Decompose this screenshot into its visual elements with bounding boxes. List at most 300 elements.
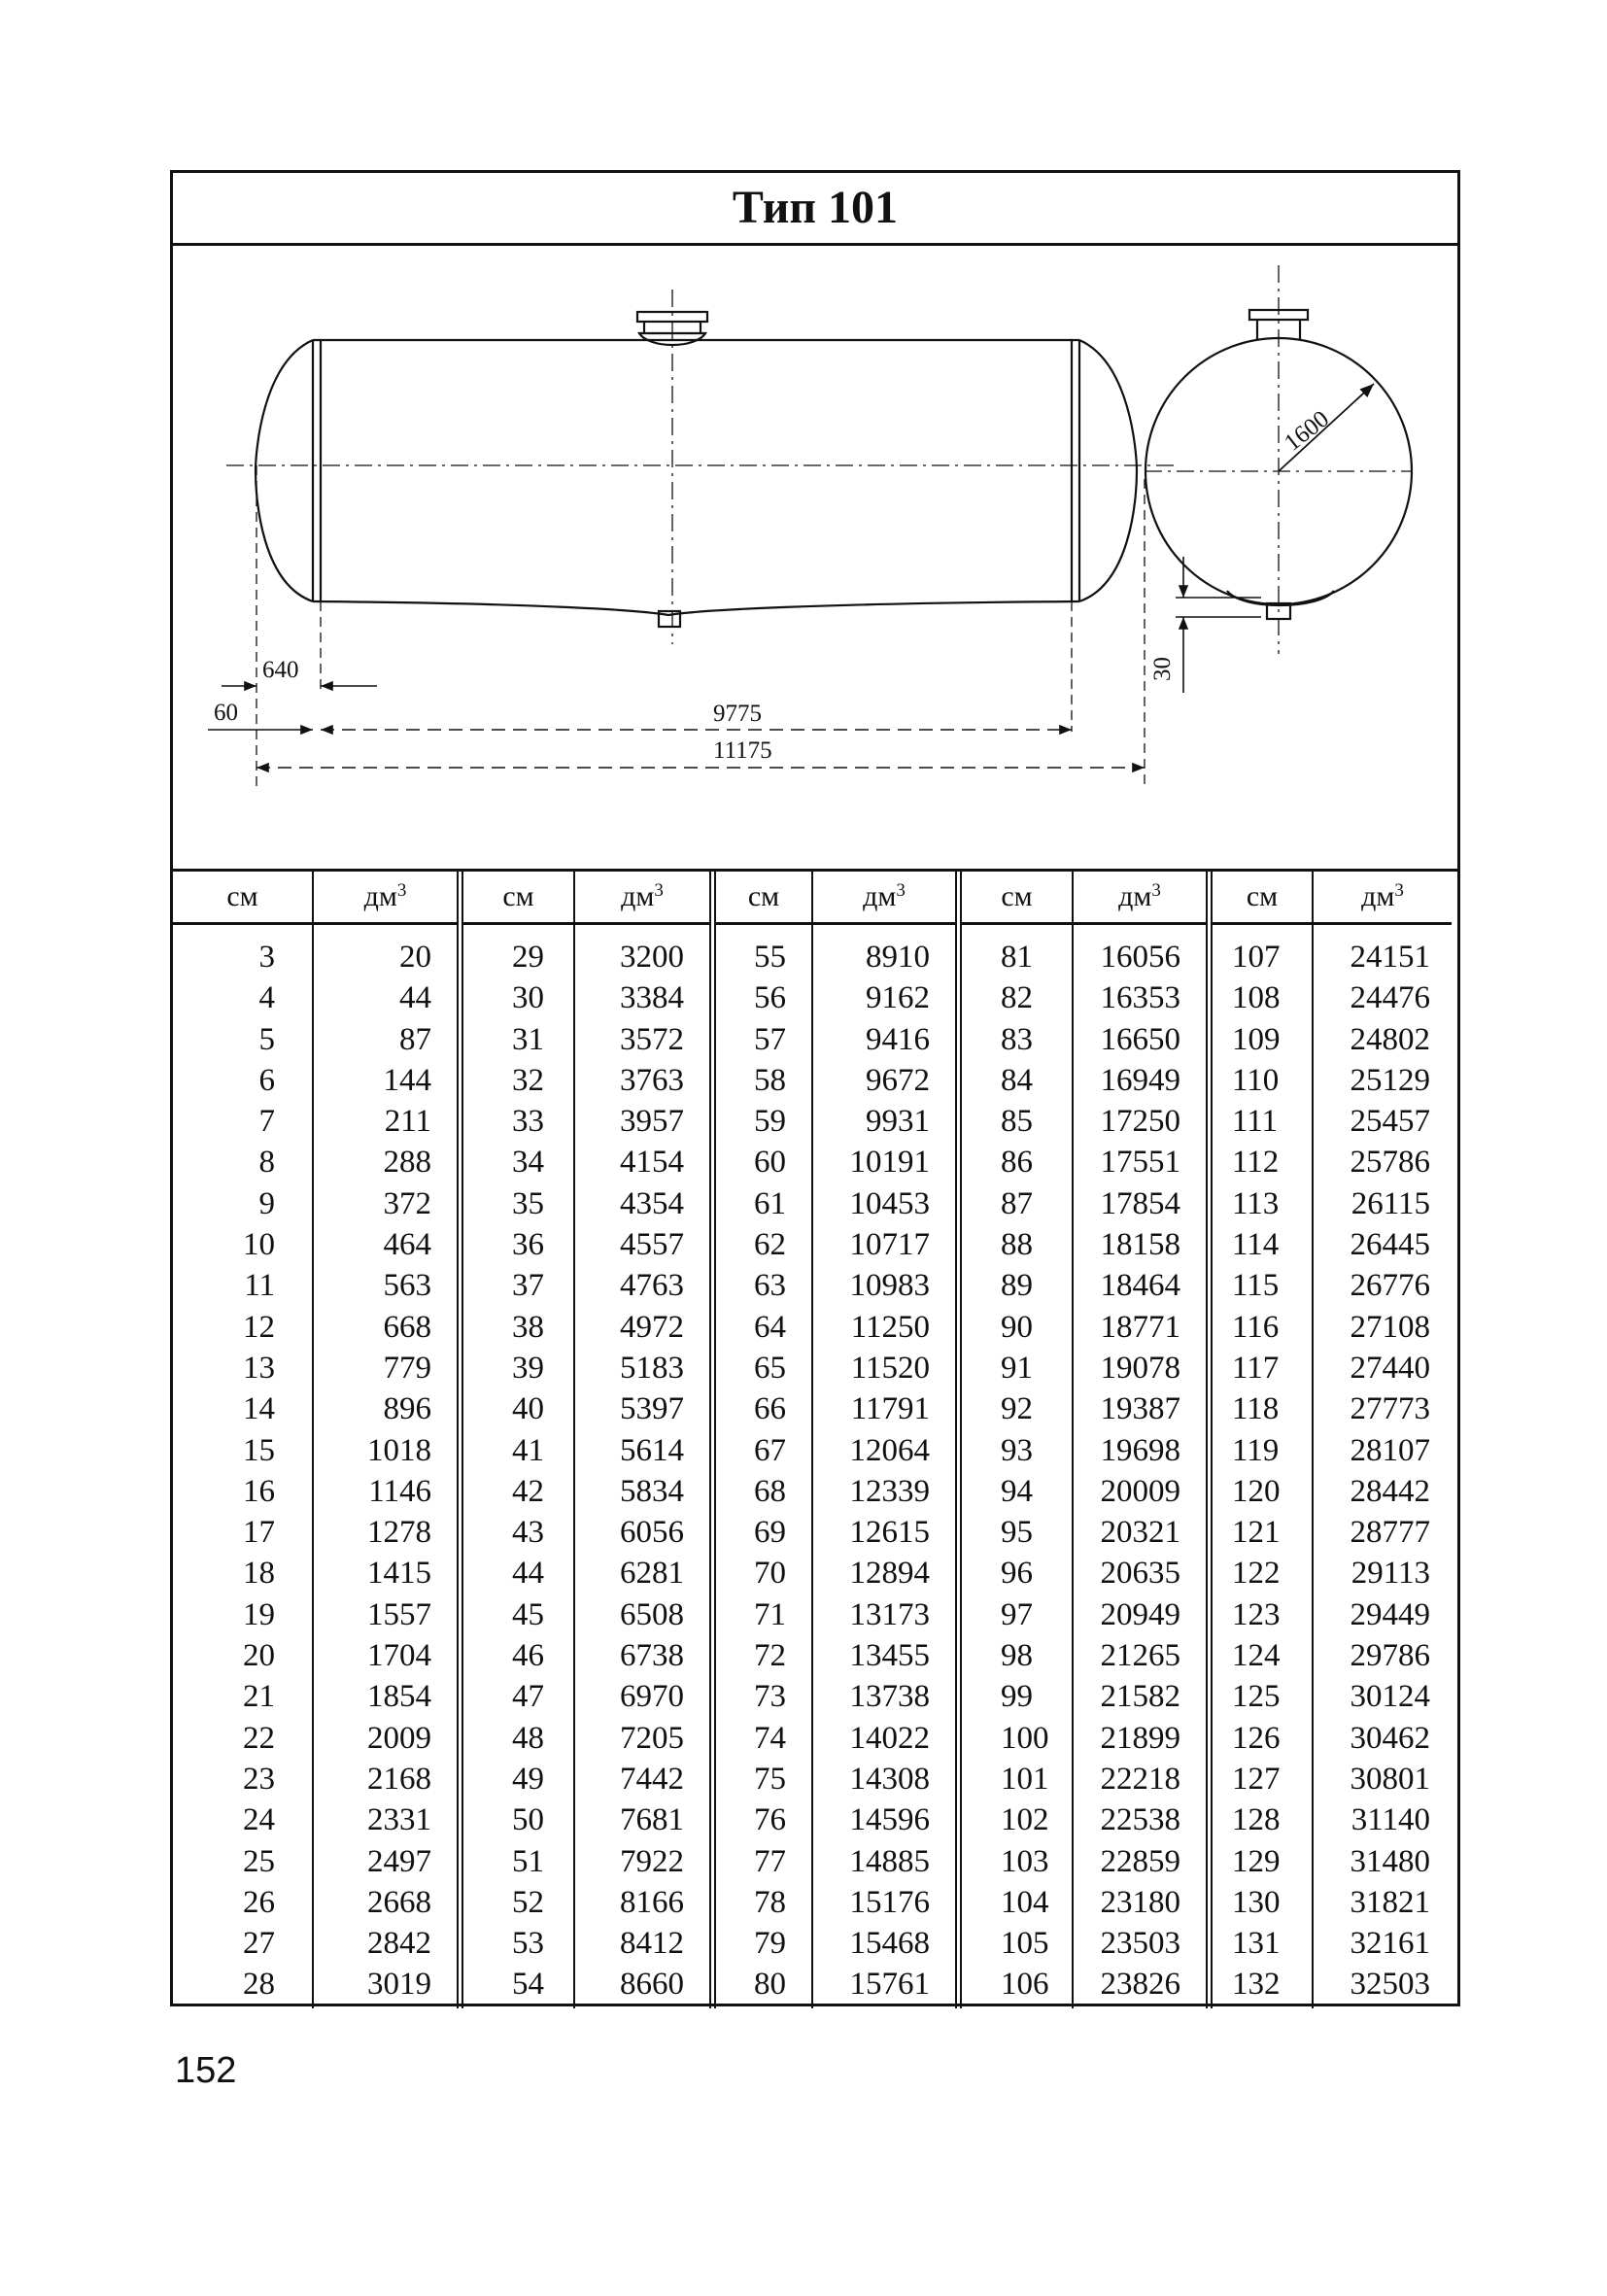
volume-cell: 20949	[1100, 1596, 1180, 1632]
volume-cell: 9416	[866, 1021, 930, 1057]
volume-cell: 11791	[850, 1391, 930, 1427]
height-cell: 130	[1232, 1884, 1281, 1920]
height-cell: 30	[512, 980, 544, 1016]
volume-cell: 12064	[849, 1432, 930, 1468]
height-cell: 55	[754, 940, 786, 975]
volume-cell: 779	[383, 1350, 431, 1386]
height-cell: 118	[1232, 1391, 1280, 1427]
height-cell: 60	[754, 1145, 786, 1181]
volume-cell: 20321	[1100, 1515, 1180, 1551]
height-cell: 28	[243, 1967, 275, 2003]
height-cell: 9	[258, 1185, 275, 1221]
volume-cell: 11250	[850, 1309, 930, 1345]
height-cell: 125	[1232, 1679, 1281, 1715]
height-cell: 132	[1232, 1967, 1281, 2003]
height-cell: 102	[1001, 1802, 1049, 1838]
height-cell: 20	[243, 1638, 275, 1674]
volume-cell: 11520	[850, 1350, 930, 1386]
height-cell: 114	[1232, 1227, 1280, 1263]
volume-cell: 10717	[849, 1227, 930, 1263]
height-cell: 83	[1001, 1021, 1033, 1057]
height-cell: 74	[754, 1720, 786, 1756]
height-cell: 37	[512, 1268, 544, 1304]
volume-column	[1074, 872, 1206, 2008]
volume-cell: 14885	[849, 1843, 930, 1879]
volume-cell: 8166	[620, 1884, 684, 1920]
height-cell: 80	[754, 1967, 786, 2003]
height-cell: 105	[1001, 1926, 1049, 1962]
volume-cell: 8910	[866, 940, 930, 975]
height-cell: 129	[1232, 1843, 1281, 1879]
volume-cell: 6508	[620, 1596, 684, 1632]
volume-cell: 4354	[620, 1185, 684, 1221]
height-column	[1213, 872, 1314, 2008]
volume-cell: 4763	[620, 1268, 684, 1304]
volume-cell: 21582	[1100, 1679, 1180, 1715]
volume-cell: 14308	[849, 1761, 930, 1797]
volume-cell: 18464	[1100, 1268, 1180, 1304]
volume-cell: 26115	[1351, 1185, 1430, 1221]
volume-column	[575, 872, 709, 2008]
height-cell: 69	[754, 1515, 786, 1551]
volume-cell: 2668	[367, 1884, 431, 1920]
volume-cell: 4557	[620, 1227, 684, 1263]
volume-cell: 563	[383, 1268, 431, 1304]
height-cell: 123	[1232, 1596, 1281, 1632]
tank-right-head	[1079, 340, 1137, 601]
page-number: 152	[175, 2050, 237, 2091]
height-cell: 73	[754, 1679, 786, 1715]
height-cell: 54	[512, 1967, 544, 2003]
volume-cell: 5614	[620, 1432, 684, 1468]
table-column-group	[709, 872, 955, 2008]
volume-cell: 30462	[1350, 1720, 1430, 1756]
height-cell: 27	[243, 1926, 275, 1962]
volume-cell: 2842	[367, 1926, 431, 1962]
height-cell: 119	[1232, 1432, 1280, 1468]
volume-cell: 1415	[367, 1556, 431, 1592]
height-cell: 92	[1001, 1391, 1033, 1427]
volume-cell: 10453	[849, 1185, 930, 1221]
volume-cell: 7442	[620, 1761, 684, 1797]
volume-unit: дм	[621, 880, 655, 912]
height-cell: 116	[1232, 1309, 1280, 1345]
volume-cell: 5183	[620, 1350, 684, 1386]
height-cell: 52	[512, 1884, 544, 1920]
height-cell: 109	[1232, 1021, 1281, 1057]
height-cell: 4	[258, 980, 275, 1016]
height-cell: 76	[754, 1802, 786, 1838]
volume-unit: дм	[1361, 880, 1395, 912]
height-cell: 36	[512, 1227, 544, 1263]
height-cell: 53	[512, 1926, 544, 1962]
table-column-group	[457, 872, 709, 2008]
height-cell: 121	[1232, 1515, 1281, 1551]
volume-unit-exponent: 3	[396, 880, 407, 901]
volume-cell: 12339	[849, 1473, 930, 1509]
volume-cell: 21899	[1100, 1720, 1180, 1756]
height-cell: 22	[243, 1720, 275, 1756]
volume-column-header	[575, 872, 709, 925]
height-cell: 17	[243, 1515, 275, 1551]
height-cell: 26	[243, 1884, 275, 1920]
volume-cell: 17854	[1100, 1185, 1180, 1221]
volume-cell: 29449	[1350, 1596, 1430, 1632]
volume-cell: 30124	[1350, 1679, 1430, 1715]
height-cell: 19	[243, 1596, 275, 1632]
height-cell: 18	[243, 1556, 275, 1592]
height-cell: 103	[1001, 1843, 1049, 1879]
height-cell: 8	[258, 1145, 275, 1181]
volume-cell: 24476	[1350, 980, 1430, 1016]
table-column-group	[1206, 872, 1452, 2008]
volume-cell: 16650	[1100, 1021, 1180, 1057]
volume-cell: 19387	[1100, 1391, 1180, 1427]
height-column-header: см	[1213, 872, 1312, 925]
height-cell: 38	[512, 1309, 544, 1345]
height-cell: 71	[754, 1596, 786, 1632]
volume-cell: 17250	[1100, 1104, 1180, 1140]
height-cell: 23	[243, 1761, 275, 1797]
height-cell: 32	[512, 1062, 544, 1098]
volume-column-header	[314, 872, 457, 925]
volume-cell: 22538	[1100, 1802, 1180, 1838]
volume-cell: 3200	[620, 940, 684, 975]
height-cell: 14	[243, 1391, 275, 1427]
volume-unit-exponent: 3	[654, 880, 664, 901]
volume-cell: 464	[383, 1227, 431, 1263]
volume-cell: 13738	[849, 1679, 930, 1715]
height-cell: 43	[512, 1515, 544, 1551]
volume-cell: 23503	[1100, 1926, 1180, 1962]
height-column	[962, 872, 1074, 2008]
volume-cell: 25786	[1350, 1145, 1430, 1181]
height-cell: 94	[1001, 1473, 1033, 1509]
height-cell: 101	[1001, 1761, 1049, 1797]
height-cell: 106	[1001, 1967, 1049, 2003]
volume-cell: 211	[384, 1104, 431, 1140]
volume-cell: 2009	[367, 1720, 431, 1756]
volume-cell: 23826	[1100, 1967, 1180, 2003]
volume-cell: 3019	[367, 1967, 431, 2003]
volume-cell: 7922	[620, 1843, 684, 1879]
volume-cell: 22859	[1100, 1843, 1180, 1879]
diameter-label: 1600	[1280, 405, 1335, 457]
volume-column	[813, 872, 955, 2008]
height-cell: 13	[243, 1350, 275, 1386]
height-cell: 42	[512, 1473, 544, 1509]
height-cell: 35	[512, 1185, 544, 1221]
height-cell: 84	[1001, 1062, 1033, 1098]
volume-cell: 25129	[1350, 1062, 1430, 1098]
volume-column	[314, 872, 457, 2008]
volume-cell: 5397	[620, 1391, 684, 1427]
height-cell: 67	[754, 1432, 786, 1468]
volume-cell: 17551	[1100, 1145, 1180, 1181]
volume-column-header	[1074, 872, 1206, 925]
height-column-header: см	[173, 872, 312, 925]
volume-cell: 28107	[1350, 1432, 1430, 1468]
height-cell: 33	[512, 1104, 544, 1140]
height-column-header: см	[716, 872, 811, 925]
volume-cell: 32161	[1350, 1926, 1430, 1962]
height-cell: 120	[1232, 1473, 1281, 1509]
volume-cell: 20009	[1100, 1473, 1180, 1509]
volume-cell: 29113	[1351, 1556, 1430, 1592]
height-cell: 12	[243, 1309, 275, 1345]
height-cell: 56	[754, 980, 786, 1016]
volume-cell: 1146	[368, 1473, 431, 1509]
height-cell: 85	[1001, 1104, 1033, 1140]
volume-cell: 10983	[849, 1268, 930, 1304]
height-cell: 48	[512, 1720, 544, 1756]
volume-cell: 12615	[849, 1515, 930, 1551]
volume-cell: 6970	[620, 1679, 684, 1715]
volume-unit-exponent: 3	[896, 880, 906, 901]
height-cell: 45	[512, 1596, 544, 1632]
volume-cell: 7205	[620, 1720, 684, 1756]
volume-cell: 5834	[620, 1473, 684, 1509]
volume-cell: 9672	[866, 1062, 930, 1098]
height-cell: 63	[754, 1268, 786, 1304]
volume-cell: 32503	[1350, 1967, 1430, 2003]
height-cell: 10	[243, 1227, 275, 1263]
volume-cell: 2331	[367, 1802, 431, 1838]
volume-cell: 6056	[620, 1515, 684, 1551]
height-cell: 104	[1001, 1884, 1049, 1920]
height-cell: 78	[754, 1884, 786, 1920]
height-cell: 15	[243, 1432, 275, 1468]
height-cell: 113	[1232, 1185, 1280, 1221]
volume-cell: 44	[399, 980, 431, 1016]
volume-cell: 27108	[1350, 1309, 1430, 1345]
volume-cell: 24802	[1350, 1021, 1430, 1057]
height-column-header: см	[962, 872, 1072, 925]
volume-cell: 26445	[1350, 1227, 1430, 1263]
cylinder-length-label: 9775	[713, 701, 762, 727]
page-title: Тип 101	[173, 173, 1457, 246]
volume-cell: 668	[383, 1309, 431, 1345]
volume-cell: 14596	[849, 1802, 930, 1838]
height-cell: 62	[754, 1227, 786, 1263]
volume-unit: дм	[863, 880, 897, 912]
height-cell: 5	[258, 1021, 275, 1057]
volume-cell: 19698	[1100, 1432, 1180, 1468]
height-cell: 88	[1001, 1227, 1033, 1263]
tank-bottom-edge	[313, 601, 1079, 615]
volume-cell: 1557	[367, 1596, 431, 1632]
height-cell: 89	[1001, 1268, 1033, 1304]
height-cell: 29	[512, 940, 544, 975]
volume-cell: 31480	[1350, 1843, 1430, 1879]
volume-unit-exponent: 3	[1394, 880, 1404, 901]
height-cell: 49	[512, 1761, 544, 1797]
height-cell: 39	[512, 1350, 544, 1386]
volume-cell: 8412	[620, 1926, 684, 1962]
volume-cell: 1704	[367, 1638, 431, 1674]
height-cell: 110	[1232, 1062, 1280, 1098]
height-cell: 16	[243, 1473, 275, 1509]
height-cell: 108	[1232, 980, 1281, 1016]
volume-cell: 1018	[367, 1432, 431, 1468]
volume-cell: 19078	[1100, 1350, 1180, 1386]
volume-cell: 6738	[620, 1638, 684, 1674]
overall-length-label: 11175	[713, 737, 772, 764]
volume-cell: 3763	[620, 1062, 684, 1098]
height-cell: 128	[1232, 1802, 1281, 1838]
volume-unit: дм	[1118, 880, 1152, 912]
volume-cell: 144	[383, 1062, 431, 1098]
height-cell: 112	[1232, 1145, 1280, 1181]
volume-cell: 21265	[1100, 1638, 1180, 1674]
height-cell: 115	[1232, 1268, 1280, 1304]
height-cell: 87	[1001, 1185, 1033, 1221]
volume-cell: 7681	[620, 1802, 684, 1838]
height-cell: 82	[1001, 980, 1033, 1016]
height-cell: 100	[1001, 1720, 1049, 1756]
height-cell: 57	[754, 1021, 786, 1057]
height-cell: 99	[1001, 1679, 1033, 1715]
volume-cell: 6281	[620, 1556, 684, 1592]
volume-cell: 29786	[1350, 1638, 1430, 1674]
tank-left-head	[256, 340, 313, 601]
height-cell: 47	[512, 1679, 544, 1715]
height-cell: 117	[1232, 1350, 1280, 1386]
height-cell: 77	[754, 1843, 786, 1879]
volume-cell: 9162	[866, 980, 930, 1016]
height-column	[173, 872, 314, 2008]
volume-cell: 13173	[849, 1596, 930, 1632]
height-cell: 79	[754, 1926, 786, 1962]
volume-column	[1314, 872, 1452, 2008]
height-cell: 131	[1232, 1926, 1281, 1962]
volume-cell: 4154	[620, 1145, 684, 1181]
height-cell: 61	[754, 1185, 786, 1221]
height-cell: 90	[1001, 1309, 1033, 1345]
volume-unit-exponent: 3	[1151, 880, 1161, 901]
height-cell: 59	[754, 1104, 786, 1140]
volume-cell: 15761	[849, 1967, 930, 2003]
volume-cell: 3384	[620, 980, 684, 1016]
height-cell: 122	[1232, 1556, 1281, 1592]
volume-cell: 18771	[1100, 1309, 1180, 1345]
volume-cell: 22218	[1100, 1761, 1180, 1797]
height-cell: 11	[244, 1268, 275, 1304]
volume-cell: 27773	[1350, 1391, 1430, 1427]
volume-cell: 16353	[1100, 980, 1180, 1016]
height-cell: 75	[754, 1761, 786, 1797]
volume-cell: 3957	[620, 1104, 684, 1140]
height-cell: 96	[1001, 1556, 1033, 1592]
height-cell: 68	[754, 1473, 786, 1509]
volume-cell: 20635	[1100, 1556, 1180, 1592]
volume-cell: 1278	[367, 1515, 431, 1551]
tank-drawing-svg	[173, 246, 1457, 869]
height-cell: 44	[512, 1556, 544, 1592]
volume-cell: 16949	[1100, 1062, 1180, 1098]
tank-sheet	[170, 170, 1460, 2006]
volume-cell: 8660	[620, 1967, 684, 2003]
volume-column-header	[1314, 872, 1452, 925]
table-column-group	[955, 872, 1206, 2008]
edge-offset-label: 60	[214, 700, 238, 726]
height-column	[463, 872, 575, 2008]
volume-unit: дм	[363, 880, 397, 912]
volume-cell: 23180	[1100, 1884, 1180, 1920]
volume-cell: 14022	[849, 1720, 930, 1756]
volume-cell: 15468	[849, 1926, 930, 1962]
volume-cell: 24151	[1350, 940, 1430, 975]
height-cell: 95	[1001, 1515, 1033, 1551]
height-cell: 40	[512, 1391, 544, 1427]
height-cell: 97	[1001, 1596, 1033, 1632]
height-cell: 126	[1232, 1720, 1281, 1756]
volume-cell: 896	[383, 1391, 431, 1427]
volume-cell: 28442	[1350, 1473, 1430, 1509]
height-cell: 6	[258, 1062, 275, 1098]
volume-column-header	[813, 872, 955, 925]
volume-cell: 13455	[849, 1638, 930, 1674]
height-cell: 66	[754, 1391, 786, 1427]
volume-cell: 16056	[1100, 940, 1180, 975]
volume-cell: 1854	[367, 1679, 431, 1715]
height-cell: 98	[1001, 1638, 1033, 1674]
height-cell: 24	[243, 1802, 275, 1838]
height-cell: 111	[1232, 1104, 1279, 1140]
height-cell: 127	[1232, 1761, 1281, 1797]
volume-cell: 288	[383, 1145, 431, 1181]
volume-cell: 15176	[849, 1884, 930, 1920]
volume-cell: 26776	[1350, 1268, 1430, 1304]
height-cell: 64	[754, 1309, 786, 1345]
volume-cell: 18158	[1100, 1227, 1180, 1263]
height-cell: 91	[1001, 1350, 1033, 1386]
volume-cell: 9931	[866, 1104, 930, 1140]
height-cell: 46	[512, 1638, 544, 1674]
volume-cell: 372	[383, 1185, 431, 1221]
volume-cell: 31140	[1351, 1802, 1430, 1838]
volume-cell: 2168	[367, 1761, 431, 1797]
height-cell: 7	[258, 1104, 275, 1140]
height-cell: 34	[512, 1145, 544, 1181]
volume-cell: 4972	[620, 1309, 684, 1345]
height-cell: 51	[512, 1843, 544, 1879]
height-cell: 50	[512, 1802, 544, 1838]
flange-length-label: 640	[262, 657, 299, 683]
volume-cell: 10191	[849, 1145, 930, 1181]
volume-cell: 87	[399, 1021, 431, 1057]
bottom-gap-label: 30	[1149, 657, 1176, 681]
volume-cell: 12894	[849, 1556, 930, 1592]
volume-cell: 20	[399, 940, 431, 975]
volume-cell: 3572	[620, 1021, 684, 1057]
height-cell: 25	[243, 1843, 275, 1879]
height-cell: 65	[754, 1350, 786, 1386]
height-cell: 93	[1001, 1432, 1033, 1468]
height-cell: 72	[754, 1638, 786, 1674]
volume-cell: 30801	[1350, 1761, 1430, 1797]
volume-table	[173, 872, 1457, 2008]
height-cell: 21	[243, 1679, 275, 1715]
volume-cell: 28777	[1350, 1515, 1430, 1551]
height-cell: 3	[258, 940, 275, 975]
height-cell: 41	[512, 1432, 544, 1468]
table-column-group	[173, 872, 457, 2008]
height-column	[716, 872, 813, 2008]
height-cell: 58	[754, 1062, 786, 1098]
height-cell: 31	[512, 1021, 544, 1057]
height-cell: 81	[1001, 940, 1033, 975]
